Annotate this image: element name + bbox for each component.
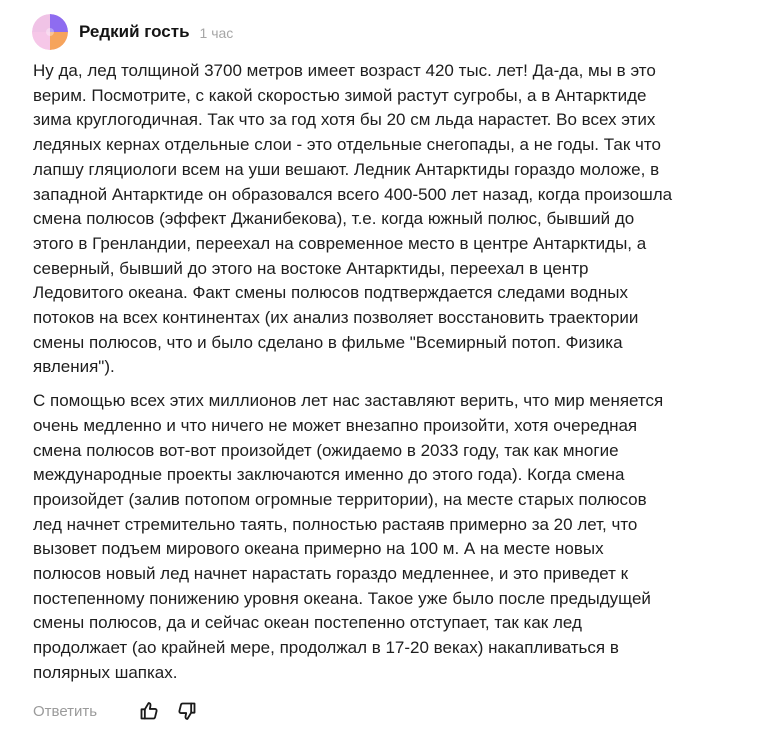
- dislike-button[interactable]: [175, 699, 199, 723]
- comment-header: [32, 14, 233, 50]
- comment-actions: [33, 697, 199, 725]
- avatar[interactable]: [32, 14, 68, 50]
- comment-paragraph-2: С помощью всех этих миллионов лет нас заставляют верить, что мир меняется очень медленно и что ничего не может внезапно произойти, хотя очередная смена полюсов вот-вот произойдет (ожидаемо в 2033 году, так как многие международные проекты заключаются именно до этого года). Когда смена произойдет (залив потопом огромные территории), на месте старых полюсов лед начнет стремительно таять, полностью растаяв примерно за 20 лет, что вызовет подъем мирового океана примерно на 100 м. А на месте новых полюсов новый лед начнет нарастать гораздо медленнее, и это приведет к постепенному понижению уровня океана. Такое уже было после предыдущей смены полюсов, да и сейчас океан постепенно отступает, так как лед продолжает (ао крайней мере, продолжал в 17-20 веках) накапливаться в полярных шапках.: [33, 391, 664, 682]
- thumbs-down-icon: [177, 701, 197, 721]
- reply-button[interactable]: Ответить: [33, 702, 98, 720]
- thumbs-up-icon: [139, 701, 159, 721]
- comment-time: 1 час: [199, 25, 234, 41]
- author-name[interactable]: Редкий гость: [79, 22, 190, 41]
- comment-paragraph-1: Ну да, лед толщиной 3700 метров имеет возраст 420 тыс. лет! Да-да, мы в это верим. Посмотрите, с какой скоростью зимой растут сугробы, а в Антарктиде зима круглогодичная. Так что за год хотя бы 20 см льда нарастет. Во всех этих ледяных кернах отдельные слои - это отдельные снегопады, а не годы. Так что лапшу гляциологи всем на уши вешают. Ледник Антарктиды гораздо моложе, в западной Антарктиде он образовался всего 400-500 лет назад, когда произошла смена полюсов (эффект Джанибекова), т.е. когда южный полюс, бывший до этого в Гренландии, переехал на современное место в центре Антарктиды, а северный, бывший до этого на востоке Антарктиды, переехал в центр Ледовитого океана. Факт смены полюсов подтверждается следами водных потоков на всех континентах (их анализ позволяет восстановить траектории смены полюсов, что и было сделано в фильме "Всемирный потоп. Физика явления").: [33, 61, 673, 377]
- like-button[interactable]: [137, 699, 161, 723]
- comment-body: [33, 59, 733, 686]
